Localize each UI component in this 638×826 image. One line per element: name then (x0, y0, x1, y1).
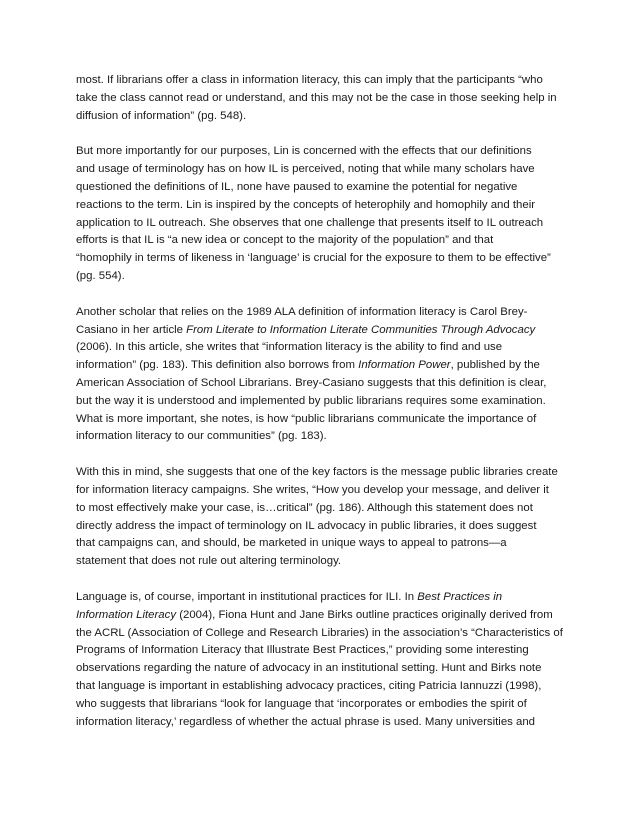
text-run: statement that does not rule out altering terminology. (76, 555, 342, 568)
text-run: reactions to the term. Lin is inspired by the concepts of heterophily and homophily and their (76, 198, 536, 211)
text-line (76, 393, 566, 411)
paragraph (76, 143, 566, 285)
text-run: that campaigns can, and should, be marketed in unique ways to appeal to patrons—a (76, 537, 507, 550)
text-run: Programs of Information Literacy that Illustrate Best Practices,” providing some interesting (76, 644, 529, 657)
text-run: “homophily in terms of likeness in ‘language’ is crucial for the exposure to them to be effective” (76, 252, 551, 265)
text-run: but the way it is understood and implemented by public librarians requires some examination. (76, 394, 546, 407)
text-run: With this in mind, she suggests that one of the key factors is the message public libraries create (76, 466, 558, 479)
text-run: (2006). In this article, she writes that “information literacy is the ability to find and use (76, 341, 503, 354)
italic-title-text: From Literate to Information Literate Communities Through Advocacy (186, 323, 536, 336)
text-line (76, 553, 566, 571)
text-run: who suggests that librarians “look for language that ‘incorporates or embodies the spirit of (76, 697, 527, 710)
text-run: American Association of School Librarians. Brey-Casiano suggests that this definition is clear, (76, 376, 547, 389)
text-run: (2004), Fiona Hunt and Jane Birks outline practices originally derived from (176, 608, 553, 621)
text-line (76, 482, 566, 500)
text-line (76, 642, 566, 660)
text-line (76, 304, 566, 322)
text-line (76, 678, 566, 696)
text-run: (pg. 554). (76, 269, 125, 282)
text-line (76, 197, 566, 215)
text-run: for information literacy campaigns. She writes, “How you develop your message, and deliver it (76, 483, 549, 496)
text-line (76, 518, 566, 536)
paragraph (76, 464, 566, 571)
text-line (76, 464, 566, 482)
text-line (76, 215, 566, 233)
text-run: most. If librarians offer a class in information literacy, this can imply that the participants “who (76, 74, 543, 86)
text-line (76, 625, 566, 643)
text-run: observations regarding the nature of advocacy in an institutional setting. Hunt and Birks note (76, 662, 542, 675)
text-line (76, 696, 566, 714)
text-run: questioned the definitions of IL, none have paused to examine the potential for negative (76, 180, 518, 193)
text-line (76, 607, 566, 625)
text-line (76, 589, 566, 607)
text-line (76, 268, 566, 286)
italic-title-text: Information Literacy (76, 608, 177, 621)
text-run: Language is, of course, important in institutional practices for ILI. In (76, 590, 418, 603)
text-run: and usage of terminology has on how IL is perceived, noting that while many scholars have (76, 163, 535, 176)
text-line (76, 322, 566, 340)
text-line (76, 411, 566, 429)
document-body (76, 72, 566, 749)
text-line (76, 72, 566, 90)
italic-title-text: Best Practices in (417, 590, 503, 603)
text-run: take the class cannot read or understand, and this may not be the case in those seeking help in (76, 91, 557, 104)
text-run: information literacy to our communities” (pg. 183). (76, 430, 327, 443)
text-line (76, 161, 566, 179)
text-line (76, 108, 566, 126)
text-run: information literacy,’ regardless of whether the actual phrase is used. Many universities and (76, 715, 536, 728)
text-line (76, 232, 566, 250)
text-line (76, 375, 566, 393)
text-line (76, 143, 566, 161)
text-line (76, 428, 566, 446)
text-run: that language is important in establishing advocacy practices, citing Patricia Iannuzzi (1998), (76, 679, 542, 692)
text-run: But more importantly for our purposes, Lin is concerned with the effects that our definitions (76, 145, 532, 158)
text-line (76, 357, 566, 375)
paragraph (76, 72, 566, 125)
text-line (76, 339, 566, 357)
text-run: efforts is that IL is “a new idea or concept to the majority of the population” and that (76, 234, 494, 247)
paragraph (76, 589, 566, 731)
text-run: Casiano in her article (76, 323, 187, 336)
text-line (76, 535, 566, 553)
text-run: information” (pg. 183). This definition also borrows from (76, 359, 359, 372)
text-line (76, 250, 566, 268)
text-run: directly address the impact of terminology on IL advocacy in public libraries, it does suggest (76, 519, 537, 532)
text-run: diffusion of information” (pg. 548). (76, 109, 247, 122)
text-line (76, 500, 566, 518)
text-line (76, 714, 566, 732)
text-line (76, 90, 566, 108)
italic-title-text: Information Power (358, 359, 451, 372)
paragraph (76, 304, 566, 446)
text-run: to most effectively make your case, is…critical” (pg. 186). Although this statement does not (76, 501, 533, 514)
text-run: the ACRL (Association of College and Research Libraries) in the association’s “Characteristics of (76, 626, 563, 639)
text-run: Another scholar that relies on the 1989 ALA definition of information literacy is Carol Brey- (76, 305, 528, 318)
text-line (76, 179, 566, 197)
text-run: What is more important, she notes, is how “public librarians communicate the importance of (76, 412, 537, 425)
text-run: , published by the (450, 359, 540, 372)
text-line (76, 660, 566, 678)
text-run: application to IL outreach. She observes that one challenge that presents itself to IL outreach (76, 216, 544, 229)
